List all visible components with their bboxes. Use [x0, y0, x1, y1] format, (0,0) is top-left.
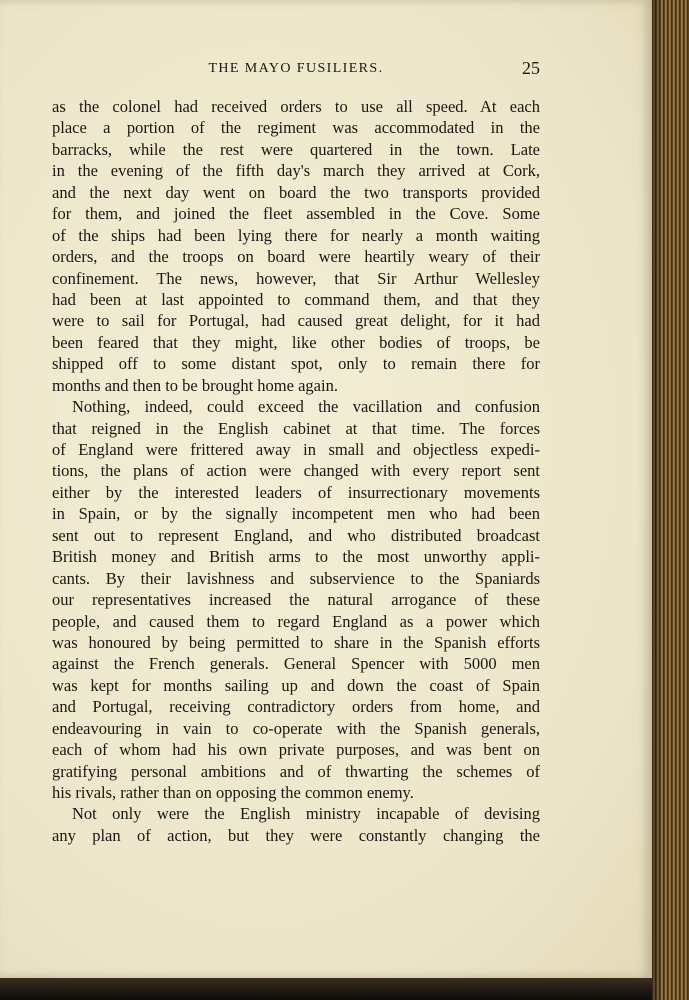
text-line: either by the interested leaders of insurrectionary movements: [52, 482, 540, 502]
body-text: [52, 96, 540, 846]
text-line: people, and caused them to regard England as a power which: [52, 611, 540, 631]
text-line: of the ships had been lying there for nearly a month waiting: [52, 225, 540, 245]
page-number: 25: [522, 58, 540, 78]
text-line: British money and British arms to the most unworthy appli-: [52, 547, 540, 567]
running-head: THE MAYO FUSILIERS.: [208, 61, 384, 76]
text-line: of England were frittered away in small and objectless expedi-: [52, 440, 540, 459]
page-header: [52, 58, 540, 83]
book-bottom-edge: [0, 978, 652, 1000]
paragraph-end-line: months and then to be brought home again.: [52, 375, 338, 395]
paragraph-end-line: his rivals, rather than on opposing the common enemy.: [52, 783, 414, 802]
text-line: place a portion of the regiment was accommodated in the: [52, 118, 540, 138]
text-line: tions, the plans of action were changed with every report sent: [52, 461, 540, 481]
text-line: was kept for months sailing up and down the coast of Spain: [52, 675, 540, 695]
text-line: sent out to represent England, and who distributed broadcast: [52, 525, 540, 545]
text-line: were to sail for Portugal, had caused great delight, for it had: [52, 311, 540, 331]
paragraph-start-line: Not only were the English ministry incapable of devising: [72, 804, 540, 824]
text-line: endeavouring in vain to co-operate with the Spanish generals,: [52, 718, 540, 738]
text-line: been feared that they might, like other bodies of troops, be: [52, 332, 540, 352]
gutter-shadow: [652, 0, 662, 1000]
text-line: barracks, while the rest were quartered in the town. Late: [52, 139, 540, 159]
text-line: orders, and the troops on board were heartily weary of their: [52, 247, 540, 267]
text-line: that reigned in the English cabinet at that time. The forces: [52, 418, 540, 438]
text-line: shipped off to some distant spot, only to remain there for: [52, 354, 540, 374]
text-line: each of whom had his own private purposes, and was bent on: [52, 740, 540, 760]
text-line: in the evening of the fifth day's march they arrived at Cork,: [52, 161, 540, 181]
text-line: our representatives increased the natural arrogance of these: [52, 590, 540, 610]
paragraph-start-line: Nothing, indeed, could exceed the vacillation and confusion: [72, 397, 540, 417]
text-line: and the next day went on board the two transports provided: [52, 182, 540, 202]
text-line: cants. By their lavishness and subservience to the Spaniards: [52, 568, 540, 588]
text-line: in Spain, or by the signally incompetent men who had been: [52, 504, 540, 524]
text-line: had been at last appointed to command them, and that they: [52, 289, 540, 309]
text-line: for them, and joined the fleet assembled in the Cove. Some: [52, 204, 540, 224]
text-line: and Portugal, receiving contradictory orders from home, and: [52, 697, 540, 717]
text-line: against the French generals. General Spencer with 5000 men: [52, 654, 540, 674]
text-line: any plan of action, but they were constantly changing the: [52, 825, 540, 845]
text-line: confinement. The news, however, that Sir Arthur Wellesley: [52, 268, 540, 288]
text-line: gratifying personal ambitions and of thwarting the schemes of: [52, 761, 540, 781]
text-line: as the colonel had received orders to use all speed. At each: [52, 97, 540, 116]
text-line: was honoured by being permitted to share in the Spanish efforts: [52, 632, 540, 652]
